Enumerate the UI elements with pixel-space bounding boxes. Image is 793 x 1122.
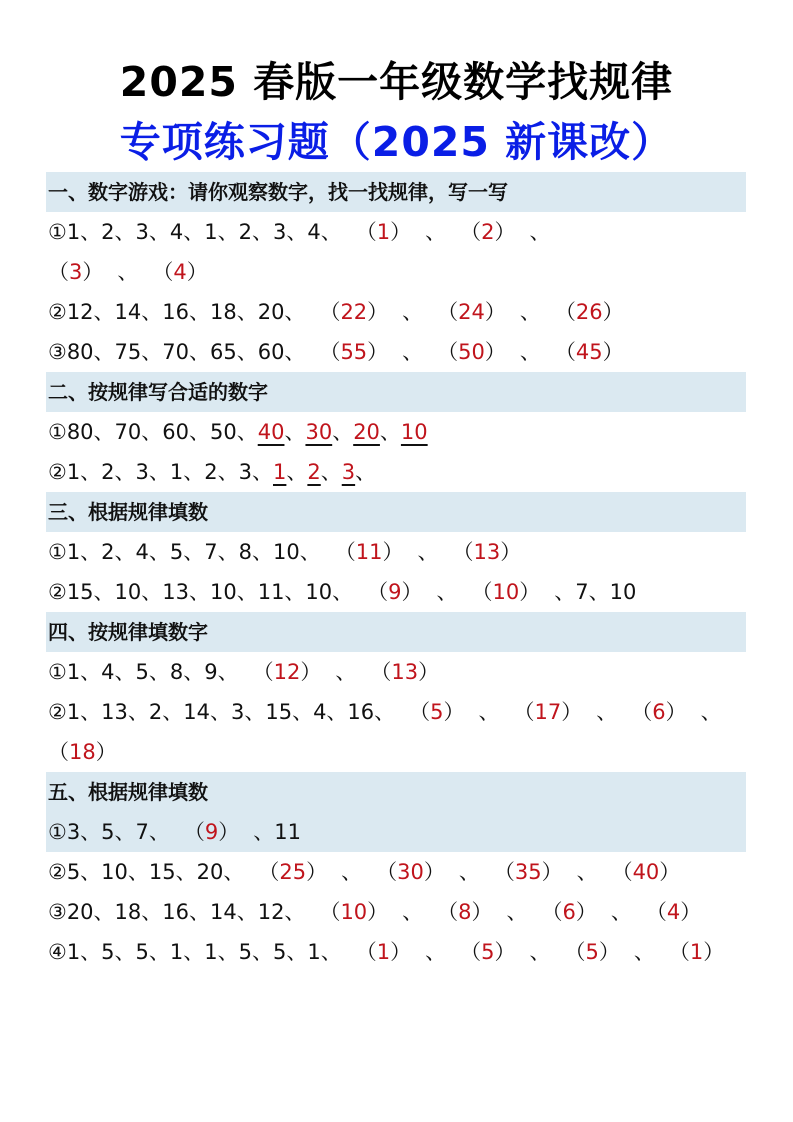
question-4-2-cont: （18） <box>48 740 117 764</box>
answer: 18 <box>69 740 96 764</box>
question-1-2: ②12、14、16、18、20、 （22） 、 （24） 、 （26） <box>48 300 624 324</box>
answer: 3 <box>69 260 83 284</box>
question-4-2: ②1、13、2、14、3、15、4、16、 （5） 、 （17） 、 （6） 、 <box>48 700 722 724</box>
answer: 2 <box>481 220 495 244</box>
answer: 1 <box>376 220 391 244</box>
question-prefix: ①1、4、5、8、9、 <box>48 660 239 684</box>
answer: 10 <box>340 900 368 924</box>
answer: 3 <box>341 460 356 484</box>
answer: 10 <box>492 580 520 604</box>
question-1-3: ③80、75、70、65、60、 （55） 、 （50） 、 （45） <box>48 340 624 364</box>
answer: 50 <box>458 340 485 364</box>
question-suffix: 、11 <box>253 820 302 844</box>
answer: 13 <box>391 660 419 684</box>
answer: 1 <box>273 460 287 484</box>
answer: 9 <box>204 820 219 844</box>
answer: 24 <box>458 300 485 324</box>
question-prefix: ①80、70、60、50、 <box>48 420 258 444</box>
answer: 40 <box>257 420 285 444</box>
question-prefix: ②12、14、16、18、20、 <box>48 300 306 324</box>
section-4-heading: 四、按规律填数字 <box>46 612 746 652</box>
question-prefix: ②5、10、15、20、 <box>48 860 245 884</box>
question-2-2: ②1、2、3、1、2、3、1、2、3、 <box>48 460 377 484</box>
answer: 13 <box>473 540 501 564</box>
answer: 2 <box>307 460 321 484</box>
answer: 30 <box>305 420 333 444</box>
question-prefix: ②1、2、3、1、2、3、 <box>48 460 273 484</box>
question-prefix: ①1、2、4、5、7、8、10、 <box>48 540 321 564</box>
answer: 5 <box>430 700 444 724</box>
question-5-4: ④1、5、5、1、1、5、5、1、 （1） 、 （5） 、 （5） 、 （1） <box>48 940 725 964</box>
answer: 26 <box>575 300 603 324</box>
answer: 25 <box>279 860 307 884</box>
answer: 45 <box>575 340 603 364</box>
question-prefix: ②15、10、13、10、11、10、 <box>48 580 354 604</box>
page-title: 2025 春版一年级数学找规律 <box>119 58 674 106</box>
page-subtitle: 专项练习题（2025 新课改） <box>119 118 674 166</box>
question-prefix: ③20、18、16、14、12、 <box>48 900 306 924</box>
answer: 8 <box>458 900 472 924</box>
question-prefix: ④1、5、5、1、1、5、5、1、 <box>48 940 342 964</box>
answer: 11 <box>355 540 383 564</box>
section-5-heading: 五、根据规律填数 <box>46 772 746 812</box>
answer: 6 <box>562 900 576 924</box>
section-1-heading: 一、数字游戏：请你观察数字，找一找规律，写一写 <box>46 172 746 212</box>
section-3-heading: 三、根据规律填数 <box>46 492 746 532</box>
answer: 4 <box>173 260 187 284</box>
answer: 35 <box>514 860 542 884</box>
answer: 22 <box>340 300 368 324</box>
answer: 20 <box>353 420 380 444</box>
question-5-2: ②5、10、15、20、 （25） 、 （30） 、 （35） 、 （40） <box>48 860 681 884</box>
question-1-1: ①1、2、3、4、1、2、3、4、 （1） 、 （2） 、 <box>48 220 551 244</box>
answer: 1 <box>689 940 704 964</box>
question-suffix: 、7、10 <box>554 580 637 604</box>
answer: 17 <box>534 700 562 724</box>
answer: 10 <box>400 420 428 444</box>
question-2-1: ①80、70、60、50、40、30、20、10 <box>48 420 428 444</box>
question-5-1: ①3、5、7、 （9） 、11 <box>46 812 746 852</box>
section-2-heading: 二、按规律写合适的数字 <box>46 372 746 412</box>
answer: 12 <box>273 660 301 684</box>
question-1-1-cont: （3） 、 （4） <box>48 260 208 284</box>
answer: 40 <box>632 860 660 884</box>
answer: 30 <box>397 860 424 884</box>
question-prefix: ②1、13、2、14、3、15、4、16、 <box>48 700 396 724</box>
answer: 5 <box>481 940 495 964</box>
answer: 1 <box>376 940 391 964</box>
question-4-1: ①1、4、5、8、9、 （12） 、 （13） <box>48 660 440 684</box>
worksheet-content <box>46 172 746 972</box>
answer: 5 <box>585 940 599 964</box>
question-3-2: ②15、10、13、10、11、10、 （9） 、 （10） 、7、10 <box>48 580 637 604</box>
answer: 9 <box>388 580 402 604</box>
answer: 55 <box>340 340 368 364</box>
question-prefix: ①1、2、3、4、1、2、3、4、 <box>48 220 342 244</box>
question-prefix: ①3、5、7、 <box>48 820 170 844</box>
question-3-1: ①1、2、4、5、7、8、10、 （11） 、 （13） <box>48 540 522 564</box>
question-prefix: ③80、75、70、65、60、 <box>48 340 306 364</box>
question-5-3: ③20、18、16、14、12、 （10） 、 （8） 、 （6） 、 （4） <box>48 900 702 924</box>
answer: 4 <box>666 900 681 924</box>
answer: 6 <box>652 700 666 724</box>
